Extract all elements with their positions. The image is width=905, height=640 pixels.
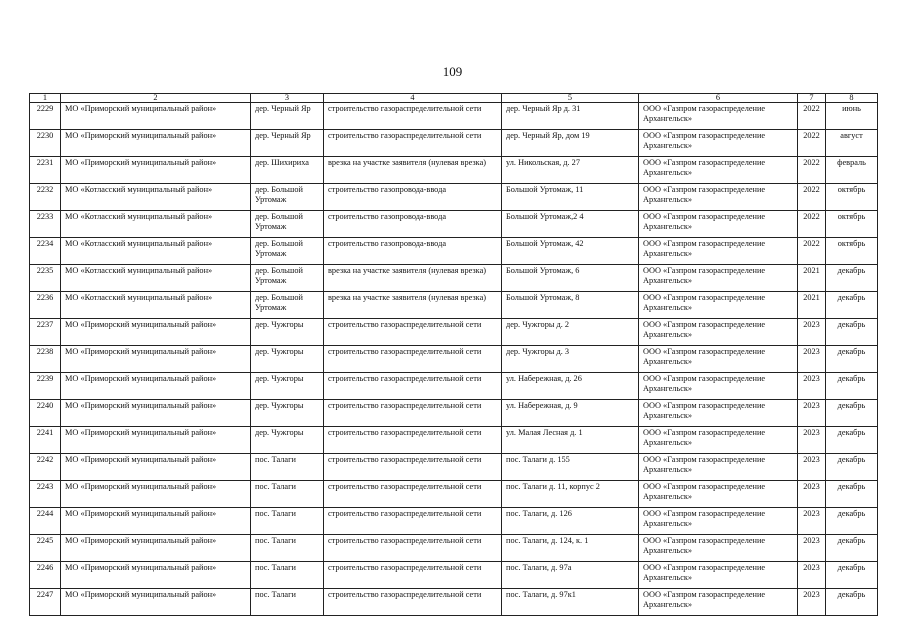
table-row — [30, 319, 878, 346]
table-row — [30, 265, 878, 292]
month-cell: октябрь — [826, 238, 878, 265]
address-cell: ул. Набережная, д. 26 — [502, 373, 639, 400]
work-type-cell: строительство газораспределительной сети — [324, 373, 502, 400]
settlement-cell: дер. Большой Уртомаж — [251, 292, 324, 319]
column-number: 5 — [502, 94, 639, 103]
organization-cell: ООО «Газпром газораспределение Архангельск» — [639, 265, 798, 292]
year-cell: 2022 — [798, 211, 826, 238]
settlement-cell: пос. Талаги — [251, 454, 324, 481]
row-number: 2236 — [30, 292, 61, 319]
year-cell: 2023 — [798, 319, 826, 346]
month-cell: октябрь — [826, 211, 878, 238]
district-cell: МО «Приморский муниципальный район» — [61, 508, 251, 535]
organization-cell: ООО «Газпром газораспределение Архангельск» — [639, 319, 798, 346]
row-number: 2230 — [30, 130, 61, 157]
settlement-cell: дер. Большой Уртомаж — [251, 211, 324, 238]
district-cell: МО «Приморский муниципальный район» — [61, 562, 251, 589]
district-cell: МО «Приморский муниципальный район» — [61, 346, 251, 373]
work-type-cell: строительство газораспределительной сети — [324, 589, 502, 616]
column-number: 4 — [324, 94, 502, 103]
year-cell: 2022 — [798, 130, 826, 157]
month-cell: декабрь — [826, 427, 878, 454]
address-cell: Большой Уртомаж,2 4 — [502, 211, 639, 238]
column-number-row — [30, 94, 878, 103]
month-cell: декабрь — [826, 319, 878, 346]
row-number: 2247 — [30, 589, 61, 616]
row-number: 2232 — [30, 184, 61, 211]
organization-cell: ООО «Газпром газораспределение Архангельск» — [639, 346, 798, 373]
column-number: 7 — [798, 94, 826, 103]
district-cell: МО «Приморский муниципальный район» — [61, 103, 251, 130]
row-number: 2231 — [30, 157, 61, 184]
table-row — [30, 400, 878, 427]
settlement-cell: пос. Талаги — [251, 589, 324, 616]
organization-cell: ООО «Газпром газораспределение Архангельск» — [639, 184, 798, 211]
table-row — [30, 562, 878, 589]
year-cell: 2022 — [798, 238, 826, 265]
month-cell: февраль — [826, 157, 878, 184]
settlement-cell: дер. Чужгоры — [251, 427, 324, 454]
district-cell: МО «Приморский муниципальный район» — [61, 400, 251, 427]
settlement-cell: дер. Черный Яр — [251, 103, 324, 130]
address-cell: дер. Чужгоры д. 2 — [502, 319, 639, 346]
work-type-cell: врезка на участке заявителя (нулевая врезка) — [324, 157, 502, 184]
table-row — [30, 292, 878, 319]
column-number: 1 — [30, 94, 61, 103]
work-type-cell: строительство газораспределительной сети — [324, 400, 502, 427]
organization-cell: ООО «Газпром газораспределение Архангельск» — [639, 427, 798, 454]
address-cell: Большой Уртомаж, 42 — [502, 238, 639, 265]
address-cell: ул. Никольская, д. 27 — [502, 157, 639, 184]
settlement-cell: пос. Талаги — [251, 535, 324, 562]
address-cell: пос. Талаги д. 155 — [502, 454, 639, 481]
year-cell: 2023 — [798, 400, 826, 427]
work-type-cell: строительство газораспределительной сети — [324, 535, 502, 562]
address-cell: Большой Уртомаж, 11 — [502, 184, 639, 211]
row-number: 2240 — [30, 400, 61, 427]
work-type-cell: строительство газопровода-ввода — [324, 211, 502, 238]
district-cell: МО «Приморский муниципальный район» — [61, 427, 251, 454]
table-row — [30, 373, 878, 400]
year-cell: 2023 — [798, 454, 826, 481]
month-cell: декабрь — [826, 292, 878, 319]
year-cell: 2023 — [798, 373, 826, 400]
row-number: 2234 — [30, 238, 61, 265]
settlement-cell: пос. Талаги — [251, 481, 324, 508]
settlement-cell: дер. Чужгоры — [251, 346, 324, 373]
table-row — [30, 130, 878, 157]
address-cell: Большой Уртомаж, 8 — [502, 292, 639, 319]
year-cell: 2023 — [798, 562, 826, 589]
organization-cell: ООО «Газпром газораспределение Архангельск» — [639, 589, 798, 616]
year-cell: 2023 — [798, 508, 826, 535]
month-cell: декабрь — [826, 454, 878, 481]
district-cell: МО «Приморский муниципальный район» — [61, 535, 251, 562]
month-cell: август — [826, 130, 878, 157]
year-cell: 2023 — [798, 535, 826, 562]
work-type-cell: строительство газораспределительной сети — [324, 562, 502, 589]
row-number: 2246 — [30, 562, 61, 589]
column-number: 3 — [251, 94, 324, 103]
year-cell: 2022 — [798, 184, 826, 211]
address-cell: дер. Чужгоры д. 3 — [502, 346, 639, 373]
year-cell: 2021 — [798, 265, 826, 292]
organization-cell: ООО «Газпром газораспределение Архангельск» — [639, 211, 798, 238]
month-cell: декабрь — [826, 562, 878, 589]
district-cell: МО «Приморский муниципальный район» — [61, 481, 251, 508]
district-cell: МО «Котласский муниципальный район» — [61, 238, 251, 265]
district-cell: МО «Приморский муниципальный район» — [61, 319, 251, 346]
row-number: 2245 — [30, 535, 61, 562]
table-row — [30, 157, 878, 184]
district-cell: МО «Котласский муниципальный район» — [61, 184, 251, 211]
organization-cell: ООО «Газпром газораспределение Архангельск» — [639, 238, 798, 265]
row-number: 2242 — [30, 454, 61, 481]
organization-cell: ООО «Газпром газораспределение Архангельск» — [639, 454, 798, 481]
table-row — [30, 238, 878, 265]
month-cell: декабрь — [826, 373, 878, 400]
month-cell: декабрь — [826, 346, 878, 373]
row-number: 2238 — [30, 346, 61, 373]
row-number: 2244 — [30, 508, 61, 535]
work-type-cell: врезка на участке заявителя (нулевая врезка) — [324, 292, 502, 319]
organization-cell: ООО «Газпром газораспределение Архангельск» — [639, 373, 798, 400]
work-type-cell: строительство газораспределительной сети — [324, 454, 502, 481]
address-cell: дер. Черный Яр, дом 19 — [502, 130, 639, 157]
district-cell: МО «Приморский муниципальный район» — [61, 157, 251, 184]
work-type-cell: строительство газопровода-ввода — [324, 238, 502, 265]
organization-cell: ООО «Газпром газораспределение Архангельск» — [639, 508, 798, 535]
settlement-cell: дер. Чужгоры — [251, 400, 324, 427]
table-row — [30, 211, 878, 238]
year-cell: 2023 — [798, 481, 826, 508]
table-row — [30, 454, 878, 481]
address-cell: дер. Черный Яр д. 31 — [502, 103, 639, 130]
table-row — [30, 184, 878, 211]
work-type-cell: строительство газораспределительной сети — [324, 103, 502, 130]
row-number: 2237 — [30, 319, 61, 346]
year-cell: 2023 — [798, 589, 826, 616]
district-cell: МО «Котласский муниципальный район» — [61, 211, 251, 238]
table-row — [30, 481, 878, 508]
settlement-cell: дер. Большой Уртомаж — [251, 265, 324, 292]
organization-cell: ООО «Газпром газораспределение Архангельск» — [639, 400, 798, 427]
district-cell: МО «Приморский муниципальный район» — [61, 130, 251, 157]
month-cell: декабрь — [826, 508, 878, 535]
month-cell: декабрь — [826, 535, 878, 562]
district-cell: МО «Котласский муниципальный район» — [61, 292, 251, 319]
year-cell: 2023 — [798, 427, 826, 454]
district-cell: МО «Котласский муниципальный район» — [61, 265, 251, 292]
address-cell: Большой Уртомаж, 6 — [502, 265, 639, 292]
month-cell: декабрь — [826, 589, 878, 616]
settlement-cell: дер. Шихириха — [251, 157, 324, 184]
address-cell: пос. Талаги д. 11, корпус 2 — [502, 481, 639, 508]
month-cell: декабрь — [826, 265, 878, 292]
work-type-cell: строительство газораспределительной сети — [324, 319, 502, 346]
settlement-cell: дер. Большой Уртомаж — [251, 184, 324, 211]
row-number: 2233 — [30, 211, 61, 238]
column-number: 6 — [639, 94, 798, 103]
district-cell: МО «Приморский муниципальный район» — [61, 589, 251, 616]
work-type-cell: строительство газораспределительной сети — [324, 508, 502, 535]
district-cell: МО «Приморский муниципальный район» — [61, 373, 251, 400]
organization-cell: ООО «Газпром газораспределение Архангельск» — [639, 481, 798, 508]
month-cell: декабрь — [826, 481, 878, 508]
table-row — [30, 589, 878, 616]
settlement-cell: дер. Чужгоры — [251, 319, 324, 346]
address-cell: ул. Набережная, д. 9 — [502, 400, 639, 427]
table-row — [30, 346, 878, 373]
page-number: 109 — [442, 64, 463, 79]
address-cell: ул. Малая Лесная д. 1 — [502, 427, 639, 454]
column-number: 2 — [61, 94, 251, 103]
organization-cell: ООО «Газпром газораспределение Архангельск» — [639, 292, 798, 319]
gasification-table — [29, 93, 878, 616]
year-cell: 2023 — [798, 346, 826, 373]
year-cell: 2022 — [798, 157, 826, 184]
row-number: 2239 — [30, 373, 61, 400]
work-type-cell: врезка на участке заявителя (нулевая врезка) — [324, 265, 502, 292]
month-cell: декабрь — [826, 400, 878, 427]
organization-cell: ООО «Газпром газораспределение Архангельск» — [639, 535, 798, 562]
settlement-cell: пос. Талаги — [251, 562, 324, 589]
table-row — [30, 103, 878, 130]
work-type-cell: строительство газораспределительной сети — [324, 481, 502, 508]
row-number: 2229 — [30, 103, 61, 130]
month-cell: июнь — [826, 103, 878, 130]
address-cell: пос. Талаги, д. 126 — [502, 508, 639, 535]
month-cell: октябрь — [826, 184, 878, 211]
settlement-cell: дер. Чужгоры — [251, 373, 324, 400]
address-cell: пос. Талаги, д. 124, к. 1 — [502, 535, 639, 562]
organization-cell: ООО «Газпром газораспределение Архангельск» — [639, 562, 798, 589]
table-row — [30, 535, 878, 562]
settlement-cell: пос. Талаги — [251, 508, 324, 535]
row-number: 2243 — [30, 481, 61, 508]
settlement-cell: дер. Черный Яр — [251, 130, 324, 157]
column-number: 8 — [826, 94, 878, 103]
district-cell: МО «Приморский муниципальный район» — [61, 454, 251, 481]
address-cell: пос. Талаги, д. 97к1 — [502, 589, 639, 616]
work-type-cell: строительство газораспределительной сети — [324, 130, 502, 157]
organization-cell: ООО «Газпром газораспределение Архангельск» — [639, 157, 798, 184]
year-cell: 2021 — [798, 292, 826, 319]
work-type-cell: строительство газораспределительной сети — [324, 346, 502, 373]
table-row — [30, 508, 878, 535]
organization-cell: ООО «Газпром газораспределение Архангельск» — [639, 103, 798, 130]
settlement-cell: дер. Большой Уртомаж — [251, 238, 324, 265]
row-number: 2235 — [30, 265, 61, 292]
table-row — [30, 427, 878, 454]
work-type-cell: строительство газопровода-ввода — [324, 184, 502, 211]
organization-cell: ООО «Газпром газораспределение Архангельск» — [639, 130, 798, 157]
work-type-cell: строительство газораспределительной сети — [324, 427, 502, 454]
year-cell: 2022 — [798, 103, 826, 130]
address-cell: пос. Талаги, д. 97а — [502, 562, 639, 589]
row-number: 2241 — [30, 427, 61, 454]
